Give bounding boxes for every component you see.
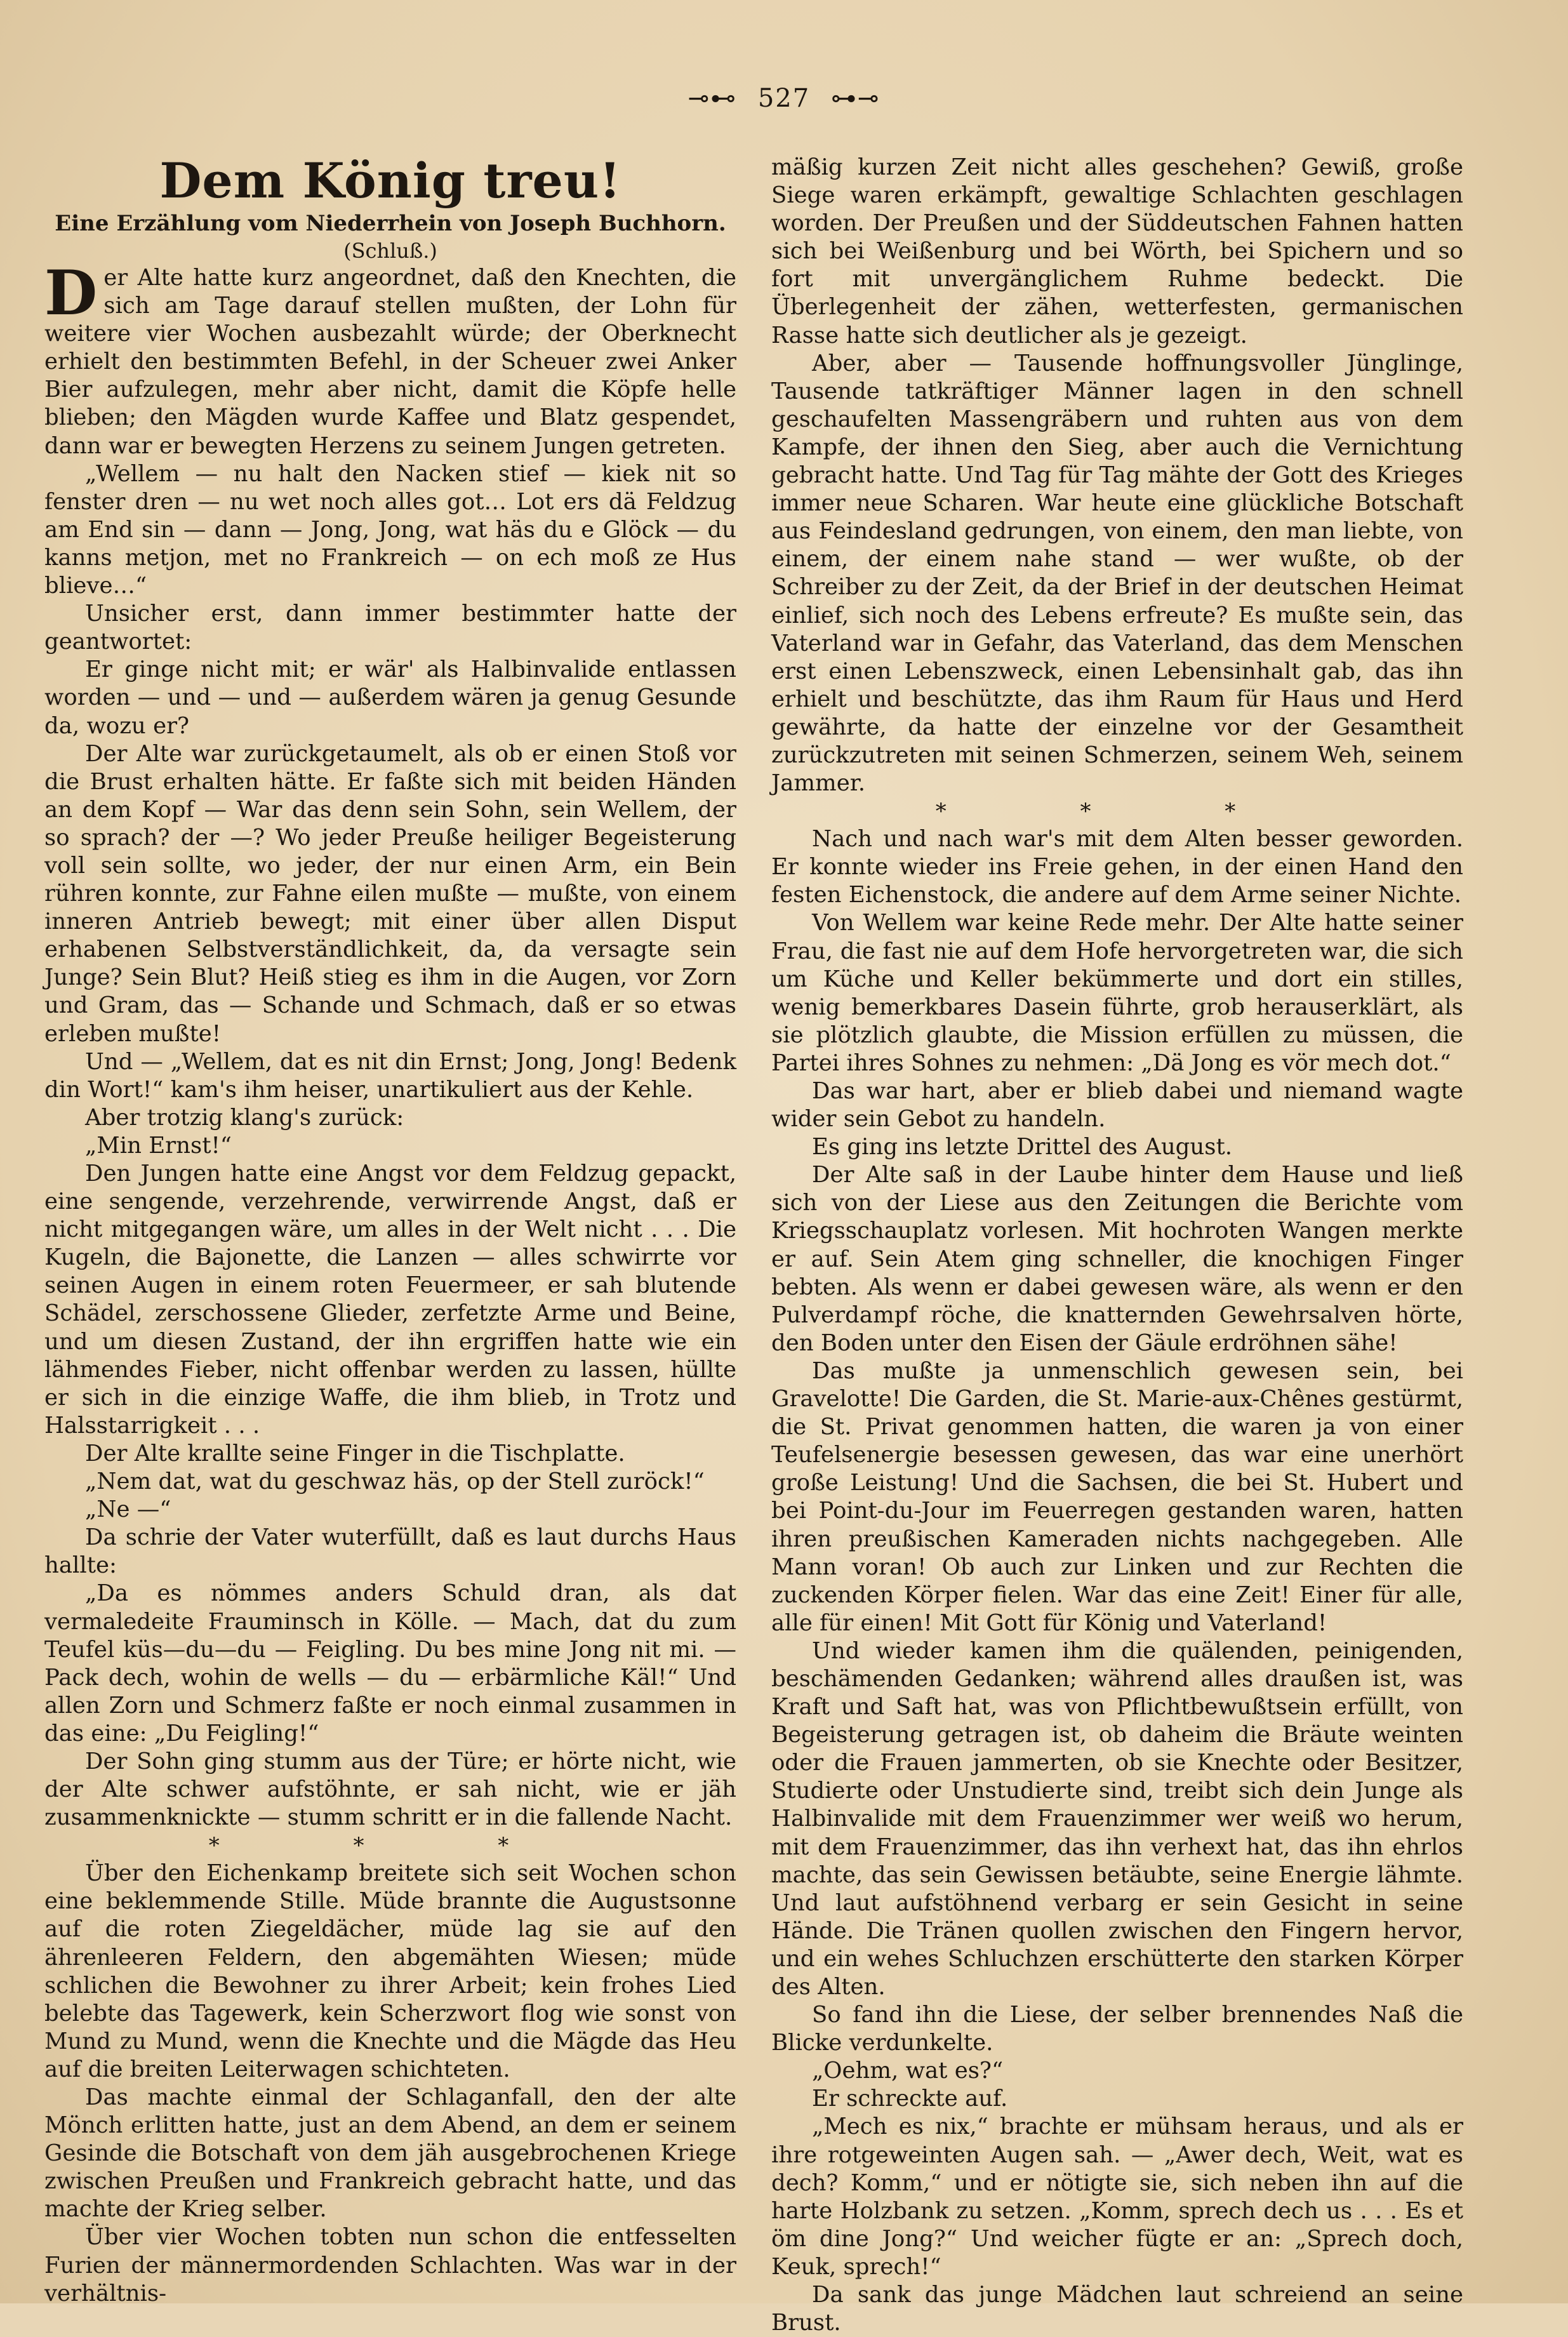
paragraph: Unsicher erst, dann immer bestimmter hatte der geantwortet: [44, 601, 736, 655]
paragraph: „Da es nömmes anders Schuld dran, als dat vermaledeite Frauminsch in Kölle. — Mach, dat du zum Teufel küs—du—du — Feigling. Du bes mine Jong nit mi. — Pack dech, wohin de wells — du — erbärmliche Käl!“ Und allen Zorn und Schmerz faßte er noch einmal zusammen in das eine: „Du Feigling!“ [44, 1580, 736, 1747]
continuation-note: (Schluß.) [343, 239, 437, 263]
paragraph: „Oehm, wat es?“ [812, 2058, 1004, 2084]
ornament-right: ⊶⊸ [830, 84, 880, 113]
paragraph: „Wellem — nu halt den Nacken stief — kiek nit so fenster dren — nu wet noch alles got… Lot ers dä Feldzug am End sin — dann — Jong, Jong, wat häs du e Glöck — du kanns metjon, met no Frankreich — on ech moß ze Hus blieve…“ [44, 460, 736, 599]
paragraph: So fand ihn die Liese, der selber brennendes Naß die Blicke verdunkelte. [771, 2002, 1463, 2056]
left-column [44, 152, 736, 2308]
page-header [0, 84, 1568, 113]
paragraph: Er ginge nicht mit; er wär' als Halbinvalide entlassen worden — und — und — außerdem wären ja genug Gesunde da, wozu er? [44, 656, 736, 739]
section-divider: * * * [208, 1833, 573, 1859]
page-number: 527 [757, 84, 811, 113]
paragraph: Aber trotzig klang's zurück: [85, 1104, 404, 1131]
paragraph: Der Alte saß in der Laube hinter dem Hause und ließ sich von der Liese aus den Zeitungen die Berichte vom Kriegsschauplatz vorlesen. Mit hochroten Wangen merkte er auf. Sein Atem ging schneller, die knochigen Finger bebten. Als wenn er dabei gewesen wäre, als wenn er den Pulverdampf röche, die knatternden Gewehrsalven hörte, den Boden unter den Eisen der Gäule erdröhnen sähe! [771, 1162, 1463, 1356]
paragraph: Es ging ins letzte Drittel des August. [812, 1134, 1233, 1161]
paragraph: „Min Ernst!“ [85, 1132, 232, 1159]
paragraph: Da sank das junge Mädchen laut schreiend an seine Brust. [771, 2282, 1463, 2336]
paragraph: Über vier Wochen tobten nun schon die entfesselten Furien der männermordenden Schlachten. Was war in der verhältnis- [44, 2224, 736, 2307]
paragraph: Der Alte war zurückgetaumelt, als ob er einen Stoß vor die Brust erhalten hätte. Er faßte sich mit beiden Händen an dem Kopf — War das denn sein Sohn, sein Wellem, der so sprach? der —? Wo jeder Preuße heiliger Begeisterung voll sein sollte, wo jeder, der nur einen Arm, ein Bein rühren konnte, zur Fahne eilen mußte — mußte, von einem inneren Antrieb bewegt; mit einer über allen Disput erhabenen Selbstverständlichkeit, da, da versagte sein Junge? Sein Blut? Heiß stieg es ihm in die Augen, vor Zorn und Gram, das — Schande und Schmach, daß er so etwas erleben mußte! [44, 740, 736, 1047]
paragraph: mäßig kurzen Zeit nicht alles geschehen? Gewiß, große Siege waren erkämpft, gewaltige Schlachten geschlagen worden. Der Preußen und der Süddeutschen Fahnen hatten sich bei Weißenburg und bei Wörth, bei Spichern und so fort mit unvergänglichem Ruhme bedeckt. Die Überlegenheit der zähen, wetterfesten, germanischen Rasse hatte sich deutlicher als je gezeigt. [771, 154, 1463, 349]
paragraph: Der Alte krallte seine Finger in die Tischplatte. [85, 1440, 625, 1467]
ornament-left: ⊸⊷ [688, 84, 738, 113]
story-title: Dem König treu! [159, 152, 621, 209]
paragraph: Der Sohn ging stumm aus der Türe; er hörte nicht, wie der Alte schwer aufstöhnte, er sah nicht, wie er jäh zusammenknickte — stumm schritt er in die fallende Nacht. [44, 1748, 736, 1831]
paragraph: Das machte einmal der Schlaganfall, den der alte Mönch erlitten hatte, just an dem Abend, an dem er seinem Gesinde die Botschaft von dem jäh ausgebrochenen Kriege zwischen Preußen und Frankreich gebracht hatte, und das machte der Krieg selber. [44, 2084, 736, 2223]
paragraph: Nach und nach war's mit dem Alten besser geworden. Er konnte wieder ins Freie gehen, in der einen Hand den festen Eichenstock, die andere auf dem Arme seiner Nichte. [771, 826, 1463, 909]
paragraph: Er schreckte auf. [812, 2086, 1008, 2112]
paragraph: Aber, aber — Tausende hoffnungsvoller Jünglinge, Tausende tatkräftiger Männer lagen in den schnell geschaufelten Massengräbern und ruhten aus von dem Kampfe, der ihnen den Sieg, aber auch die Vernichtung gebracht hatte. Und Tag für Tag mähte der Gott des Krieges immer neue Scharen. War heute eine glückliche Botschaft aus Feindesland gedrungen, von einem, den man liebte, von einem, der einem nahe stand — wer wußte, ob der Schreiber zu der Zeit, da der Brief in der deutschen Heimat einlief, sich noch des Lebens erfreute? Es mußte sein, das Vaterland war in Gefahr, das Vaterland, das dem Menschen erst einen Lebenszweck, einen Lebensinhalt gab, das ihn erhielt und beschützte, das ihm Raum für Haus und Herd gewährte, da hatte der einzelne vor der Gesamtheit zurückzutreten mit seinen Schmerzen, seinem Weh, seinem Jammer. [771, 350, 1463, 797]
paragraph: Den Jungen hatte eine Angst vor dem Feldzug gepackt, eine sengende, verzehrende, verwirrende Angst, daß er nicht mitgegangen wäre, um alles in der Welt nicht . . . Die Kugeln, die Bajonette, die Lanzen — alles schwirrte vor seinen Augen in einem roten Feuermeer, er sah blutende Schädel, zerschossene Glieder, zerfetzte Arme und Beine, und um diesen Zustand, der ihn ergriffen hatte wie ein lähmendes Fieber, nicht offenbar werden zu lassen, hüllte er sich in die einzige Waffe, die ihm blieb, in Trotz und Halsstarrigkeit . . . [44, 1161, 736, 1439]
paragraph: Über den Eichenkamp breitete sich seit Wochen schon eine beklemmende Stille. Müde brannte die Augustsonne auf die roten Ziegeldächer, müde lag sie auf den ährenleeren Feldern, den abgemähten Wiesen; müde schlichen die Bewohner zu ihrer Arbeit; kein frohes Lied belebte das Tagewerk, kein Scherzwort flog wie sonst von Mund zu Mund, wenn die Knechte und die Mägde das Heu auf die breiten Leiterwagen schichteten. [44, 1860, 736, 2082]
paragraph: Das mußte ja unmenschlich gewesen sein, bei Gravelotte! Die Garden, die St. Marie-aux-Chênes gestürmt, die St. Privat genommen hatten, die waren ja von einer Teufelsenergie besessen gewesen, das war eine unerhört große Leistung! Und die Sachsen, die bei St. Hubert und bei Point-du-Jour im Feuerregen gestanden waren, hatten ihren preußischen Kameraden nichts nachgegeben. Alle Mann voran! Ob auch zur Linken und zur Rechten die zuckenden Körper fielen. War das eine Zeit! Einer für alle, alle für einen! Mit Gott für König und Vaterland! [771, 1357, 1463, 1636]
dropcap: D [44, 257, 98, 329]
paragraph: „Nem dat, wat du geschwaz häs, op der Stell zuröck!“ [85, 1468, 705, 1495]
paragraph: Der Alte hatte kurz angeordnet, daß den Knechten, die sich am Tage darauf stellen mußten, der Lohn für weitere vier Wochen ausbezahlt würde; der Oberknecht erhielt den bestimmten Befehl, in der Scheuer zwei Anker Bier aufzulegen, mehr aber nicht, damit die Köpfe helle blieben; den Mägden wurde Kaffee und Blatz gespendet, dann war er bewegten Herzens zu seinem Jungen getreten. [44, 257, 736, 459]
paragraph: „Mech es nix,“ brachte er mühsam heraus, und als er ihre rotgeweinten Augen sah. — „Awer dech, Weit, wat es dech? Komm,“ und er nötigte sie, sich neben ihn auf die harte Holzbank zu setzen. „Komm, sprech dech us . . . Es et öm dine Jong?“ Und weicher fügte er an: „Sprech doch, Keuk, sprech!“ [771, 2114, 1463, 2280]
paragraph: Da schrie der Vater wuterfüllt, daß es laut durchs Haus hallte: [44, 1524, 736, 1579]
paragraph: „Ne —“ [85, 1496, 171, 1523]
paragraph: Und wieder kamen ihm die quälenden, peinigenden, beschämenden Gedanken; während alles draußen ist, was Kraft und Saft hat, was von Pflichtbewußtsein erfüllt, von Begeisterung getragen ist, ob daheim die Bräute weinten oder die Frauen jammerten, ob sie Knechte oder Besitzer, Studierte oder Unstudierte sind, treibt sich dein Junge als Halbinvalide mit dem Frauenzimmer wer weiß wo herum, mit dem Frauenzimmer, das ihn verhext hat, das ihn ehrlos machte, das sein Gewissen betäubte, seine Energie lähmte. Und laut aufstöhnend verbarg er sein Gesicht in seine Hände. Die Tränen quollen zwischen den Fingern hervor, und ein wehes Schluchzen erschütterte den starken Körper des Alten. [771, 1637, 1463, 2000]
section-divider: * * * [935, 799, 1299, 825]
right-column [771, 154, 1463, 2337]
paragraph: Das war hart, aber er blieb dabei und niemand wagte wider sein Gebot zu handeln. [771, 1078, 1463, 1133]
story-subtitle: Eine Erzählung vom Niederrhein von Joseph Buchhorn. [55, 211, 726, 236]
paragraph: Von Wellem war keine Rede mehr. Der Alte hatte seiner Frau, die fast nie auf dem Hofe hervorgetreten war, die sich um Küche und Keller bekümmerte und dort ein stilles, wenig bemerkbares Dasein führte, grob herauserklärt, als sie plötzlich glaubte, die Mission erfüllen zu müssen, die Partei ihres Sohnes zu nehmen: „Dä Jong es vör mech dot.“ [771, 910, 1463, 1076]
paragraph: Und — „Wellem, dat es nit din Ernst; Jong, Jong! Bedenk din Wort!“ kam's ihm heiser, unartikuliert aus der Kehle. [44, 1048, 736, 1103]
